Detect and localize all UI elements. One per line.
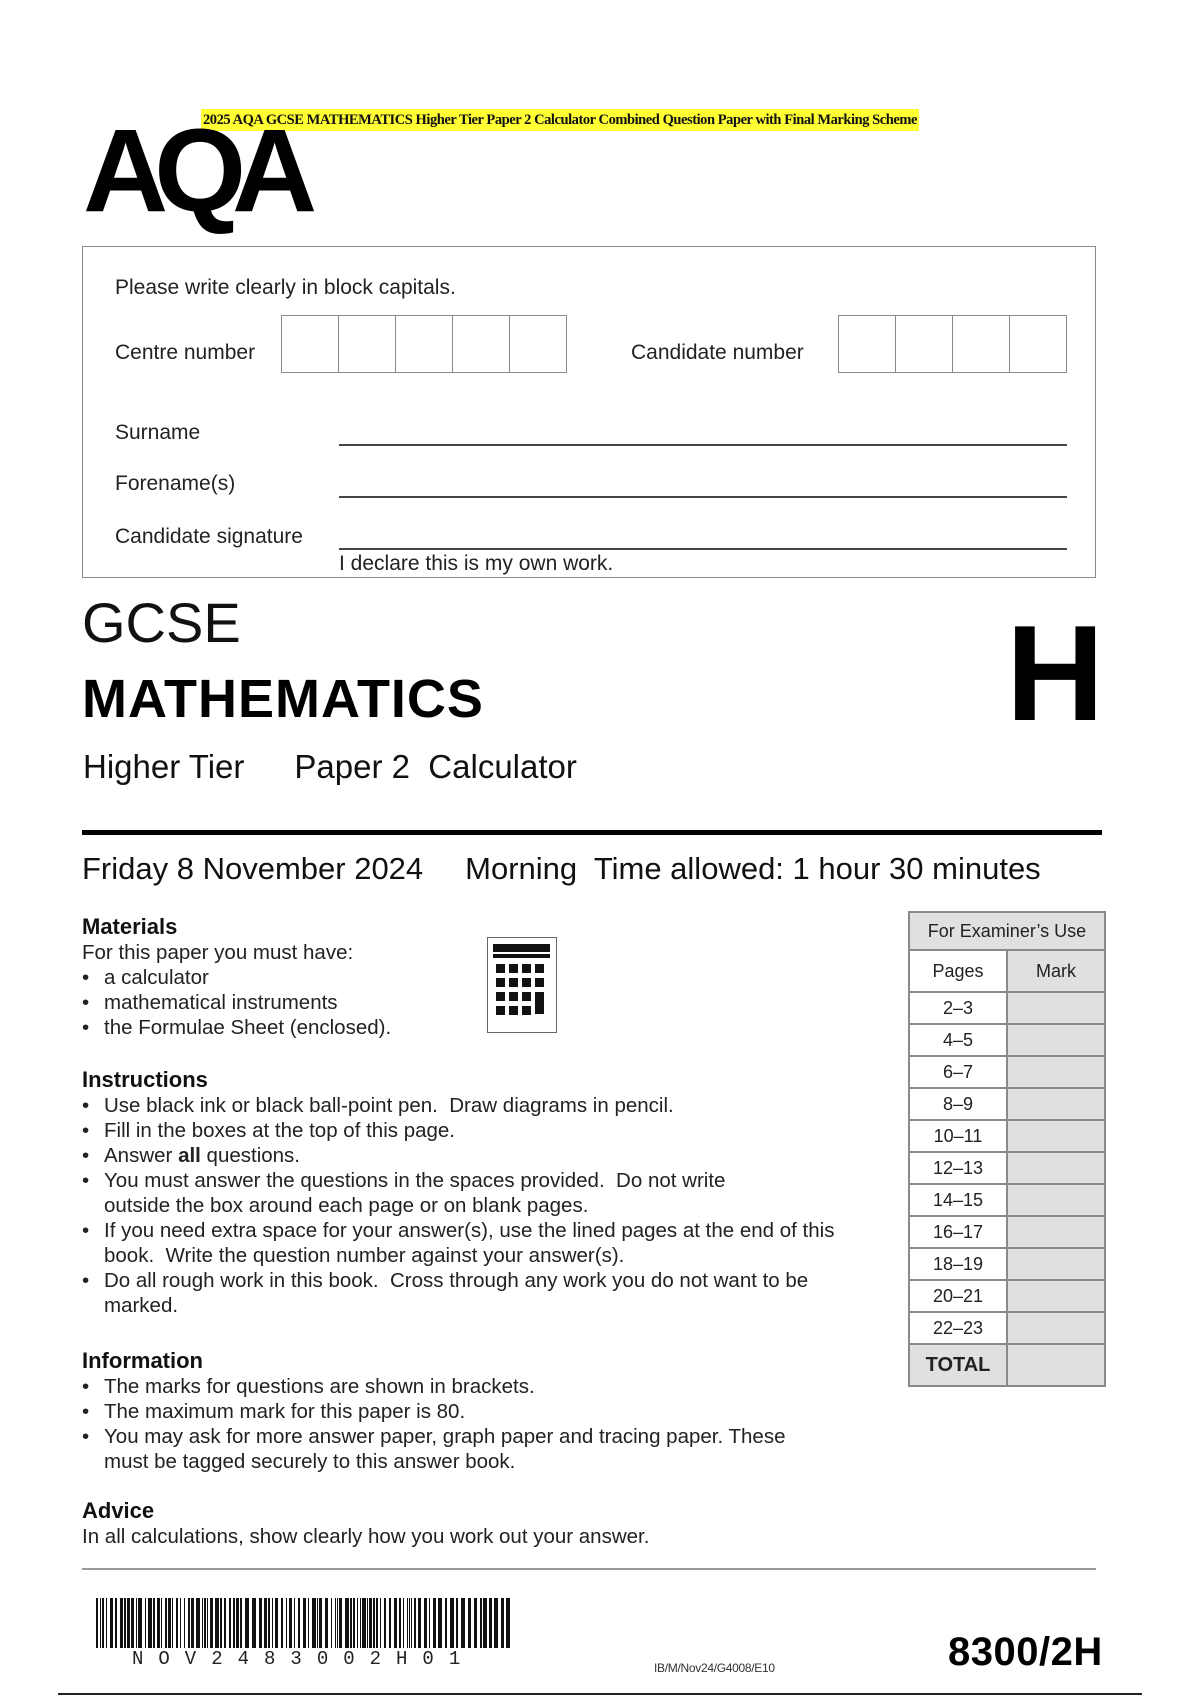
barcode-bar	[418, 1598, 421, 1648]
barcode-bar	[96, 1598, 98, 1648]
barcode-bar	[411, 1598, 412, 1648]
pages-cell: 16–17	[909, 1216, 1007, 1248]
candidate-digit-box[interactable]	[839, 316, 896, 372]
tier-paper-line	[83, 750, 577, 783]
barcode-bar	[131, 1598, 134, 1648]
materials-section	[82, 914, 502, 1040]
barcode-bar	[350, 1598, 352, 1648]
table-row	[909, 1024, 1105, 1056]
instructions-list	[82, 1093, 842, 1318]
pages-cell: 4–5	[909, 1024, 1007, 1056]
table-row	[909, 1216, 1105, 1248]
barcode-bar	[489, 1598, 492, 1648]
barcode-bar	[345, 1598, 349, 1648]
barcode-bar	[264, 1598, 267, 1648]
list-item: • Fill in the boxes at the top of this page.	[82, 1118, 842, 1143]
mark-cell[interactable]	[1007, 1248, 1105, 1280]
calculator-icon	[487, 937, 557, 1033]
list-item: • You may ask for more answer paper, graph paper and tracing paper. These must be tagged securely to this answer book.	[82, 1424, 804, 1474]
barcode-bar	[331, 1598, 332, 1648]
barcode-bar	[501, 1598, 504, 1648]
barcode-bar	[384, 1598, 386, 1648]
barcode-bar	[252, 1598, 256, 1648]
barcode-bar	[275, 1598, 278, 1648]
document-banner: 2025 AQA GCSE MATHEMATICS Higher Tier Paper 2 Calculator Combined Question Paper with Final Marking Scheme	[201, 109, 919, 131]
barcode-bar	[204, 1598, 206, 1648]
barcode-bar	[367, 1598, 368, 1648]
barcode-bar	[281, 1598, 283, 1648]
candidate-details-box	[82, 246, 1096, 578]
paper-name: Paper 2 Calculator	[294, 748, 577, 785]
mark-column-header: Mark	[1007, 950, 1105, 992]
barcode-bar	[445, 1598, 447, 1648]
centre-number-field[interactable]	[281, 315, 567, 373]
barcode-bar	[335, 1598, 336, 1648]
barcode-bar	[215, 1598, 219, 1648]
tier-letter: H	[1006, 597, 1105, 749]
candidate-digit-box[interactable]	[896, 316, 953, 372]
mark-cell[interactable]	[1007, 1216, 1105, 1248]
barcode-bar	[433, 1598, 436, 1648]
table-row	[909, 1280, 1105, 1312]
surname-line[interactable]	[339, 444, 1067, 446]
pages-cell: 18–19	[909, 1248, 1007, 1280]
barcode-bar	[165, 1598, 167, 1648]
total-label: TOTAL	[909, 1344, 1007, 1386]
barcode-bar	[494, 1598, 498, 1648]
declaration-text: I declare this is my own work.	[339, 552, 614, 575]
barcode-bar	[360, 1598, 361, 1648]
barcode-bar	[233, 1598, 235, 1648]
barcode-bar	[294, 1598, 295, 1648]
barcode-bar	[414, 1598, 416, 1648]
list-item: • mathematical instruments	[82, 990, 502, 1015]
barcode-bar	[207, 1598, 208, 1648]
barcode-bar	[298, 1598, 300, 1648]
list-item: • Do all rough work in this book. Cross through any work you do not want to be marked.	[82, 1268, 842, 1318]
pages-cell: 22–23	[909, 1312, 1007, 1344]
barcode-bar	[236, 1598, 239, 1648]
barcode-bar	[312, 1598, 316, 1648]
barcode-bar	[506, 1598, 510, 1648]
barcode-bar	[403, 1598, 404, 1648]
barcode-bar	[268, 1598, 270, 1648]
centre-number-label: Centre number	[115, 341, 256, 364]
table-row	[909, 1088, 1105, 1120]
barcode-bar	[394, 1598, 397, 1648]
barcode-number: NOV2483002H01	[132, 1648, 476, 1670]
forename-line[interactable]	[339, 496, 1067, 498]
information-list	[82, 1374, 822, 1474]
barcode-bar	[161, 1598, 162, 1648]
candidate-number-field[interactable]	[838, 315, 1067, 373]
mark-cell[interactable]	[1007, 1152, 1105, 1184]
answer-all-end: questions.	[200, 1144, 301, 1167]
barcode-bar	[468, 1598, 471, 1648]
barcode-bar	[409, 1598, 410, 1648]
barcode-bar	[202, 1598, 203, 1648]
pages-cell: 14–15	[909, 1184, 1007, 1216]
information-heading: Information	[82, 1348, 203, 1373]
barcode-bar	[172, 1598, 173, 1648]
paper-code: 8300/2H	[948, 1630, 1103, 1674]
title-rule	[82, 830, 1102, 835]
signature-line[interactable]	[339, 548, 1067, 550]
centre-digit-box[interactable]	[339, 316, 396, 372]
barcode-bar	[319, 1598, 322, 1648]
barcode-bar	[474, 1598, 477, 1648]
barcode-bar	[176, 1598, 178, 1648]
table-row	[909, 1248, 1105, 1280]
candidate-digit-box[interactable]	[1010, 316, 1066, 372]
examiner-use-table	[908, 911, 1106, 1387]
barcode-bar	[102, 1598, 104, 1648]
pages-cell: 6–7	[909, 1056, 1007, 1088]
barcode-bar	[157, 1598, 160, 1648]
candidate-digit-box[interactable]	[953, 316, 1010, 372]
pages-cell: 12–13	[909, 1152, 1007, 1184]
centre-digit-box[interactable]	[510, 316, 566, 372]
subject-title: MATHEMATICS	[82, 669, 484, 729]
exam-session-time: Morning Time allowed: 1 hour 30 minutes	[465, 851, 1041, 886]
barcode-bar	[115, 1598, 117, 1648]
pages-cell: 8–9	[909, 1088, 1007, 1120]
footer-rule	[82, 1568, 1096, 1570]
examiner-use-title: For Examiner’s Use	[909, 912, 1105, 950]
list-item: • The maximum mark for this paper is 80.	[82, 1399, 822, 1424]
barcode-bar	[399, 1598, 401, 1648]
barcode-bar	[362, 1598, 366, 1648]
barcode-bar	[339, 1598, 342, 1648]
barcode-bar	[210, 1598, 213, 1648]
pages-cell: 20–21	[909, 1280, 1007, 1312]
table-row	[909, 1120, 1105, 1152]
answer-all-emphasis: all	[178, 1144, 201, 1167]
barcode-bar	[461, 1598, 465, 1648]
instructions-section	[82, 1067, 842, 1318]
barcode-bar	[259, 1598, 262, 1648]
centre-digit-box[interactable]	[453, 316, 510, 372]
barcode-bar	[376, 1598, 378, 1648]
barcode-bar	[407, 1598, 408, 1648]
advice-text: In all calculations, show clearly how you work out your answer.	[82, 1525, 650, 1548]
barcode-bar	[438, 1598, 442, 1648]
barcode-bar	[373, 1598, 375, 1648]
barcode-bar	[369, 1598, 372, 1648]
barcode-bar	[224, 1598, 226, 1648]
barcode-bar	[389, 1598, 391, 1648]
mark-cell[interactable]	[1007, 1056, 1105, 1088]
barcode-bar	[289, 1598, 292, 1648]
mark-cell[interactable]	[1007, 1088, 1105, 1120]
list-item: • Use black ink or black ball-point pen. Draw diagrams in pencil.	[82, 1093, 842, 1118]
list-item: • the Formulae Sheet (enclosed).	[82, 1015, 502, 1040]
barcode-bar	[240, 1598, 242, 1648]
barcode-bar	[184, 1598, 185, 1648]
barcode-bar	[303, 1598, 306, 1648]
barcode-bar	[308, 1598, 309, 1648]
table-row	[909, 1184, 1105, 1216]
list-item: • If you need extra space for your answer(s), use the lined pages at the end of this book. Write the question number against your answer(s).	[82, 1218, 842, 1268]
exam-date: Friday 8 November 2024	[82, 851, 424, 886]
pages-column-header: Pages	[909, 950, 1007, 992]
barcode-bar	[220, 1598, 222, 1648]
pages-cell: 10–11	[909, 1120, 1007, 1152]
mark-cell[interactable]	[1007, 1184, 1105, 1216]
mark-cell[interactable]	[1007, 1120, 1105, 1152]
barcode-bar	[353, 1598, 355, 1648]
materials-heading: Materials	[82, 914, 178, 939]
mark-cell[interactable]	[1007, 1312, 1105, 1344]
forename-label: Forename(s)	[115, 472, 236, 495]
information-section	[82, 1348, 822, 1474]
list-item	[82, 1143, 842, 1168]
barcode-bar	[120, 1598, 123, 1648]
barcode-bar	[480, 1598, 482, 1648]
barcode-bar	[191, 1598, 194, 1648]
candidate-number-label: Candidate number	[631, 341, 804, 364]
barcode-bar	[429, 1598, 430, 1648]
pages-cell: 2–3	[909, 992, 1007, 1024]
centre-digit-box[interactable]	[396, 316, 453, 372]
barcode-bar	[124, 1598, 126, 1648]
answer-all-text: Answer	[104, 1144, 179, 1167]
barcode-bar	[145, 1598, 146, 1648]
barcode-bar	[188, 1598, 190, 1648]
barcode-bar	[106, 1598, 107, 1648]
barcode-bar	[100, 1598, 101, 1648]
mark-cell[interactable]	[1007, 1024, 1105, 1056]
list-item: • The marks for questions are shown in brackets.	[82, 1374, 822, 1399]
barcode-bar	[450, 1598, 454, 1648]
barcode-bar	[380, 1598, 381, 1648]
barcode-bar	[286, 1598, 287, 1648]
mark-cell[interactable]	[1007, 1280, 1105, 1312]
materials-list	[82, 965, 502, 1040]
date-time-line	[82, 852, 1041, 886]
aqa-logo: AQA	[83, 105, 304, 237]
barcode-bar	[325, 1598, 328, 1648]
table-row	[909, 992, 1105, 1024]
tier-name: Higher Tier	[83, 748, 245, 785]
instructions-heading: Instructions	[82, 1067, 208, 1092]
calculator-icon-graphic	[488, 938, 555, 1031]
barcode-bar	[357, 1598, 358, 1648]
list-item: • a calculator	[82, 965, 502, 990]
advice-section	[82, 1498, 842, 1549]
block-capitals-instruction: Please write clearly in block capitals.	[115, 276, 456, 299]
signature-label: Candidate signature	[115, 525, 303, 548]
table-row	[909, 1152, 1105, 1184]
barcode	[96, 1598, 514, 1652]
barcode-bar	[272, 1598, 273, 1648]
barcode-bar	[317, 1598, 318, 1648]
list-item: • You must answer the questions in the spaces provided. Do not write outside the box around each page or on blank pages.	[82, 1168, 794, 1218]
barcode-bar	[196, 1598, 200, 1648]
materials-intro: For this paper you must have:	[82, 941, 354, 964]
paper-reference: IB/M/Nov24/G4008/E10	[654, 1661, 775, 1675]
barcode-bar	[148, 1598, 152, 1648]
barcode-bar	[136, 1598, 137, 1648]
qualification-title: GCSE	[82, 591, 241, 654]
total-mark-cell[interactable]	[1007, 1344, 1105, 1386]
barcode-bar	[229, 1598, 231, 1648]
barcode-bar	[245, 1598, 249, 1648]
barcode-bar	[153, 1598, 155, 1648]
barcode-bar	[168, 1598, 171, 1648]
barcode-bar	[424, 1598, 427, 1648]
advice-heading: Advice	[82, 1498, 155, 1523]
barcode-bar	[110, 1598, 113, 1648]
barcode-bar	[456, 1598, 458, 1648]
barcode-bar	[127, 1598, 130, 1648]
barcode-bar	[180, 1598, 181, 1648]
barcode-bar	[483, 1598, 487, 1648]
barcode-bar	[138, 1598, 142, 1648]
centre-digit-box[interactable]	[282, 316, 339, 372]
table-row	[909, 1056, 1105, 1088]
table-row	[909, 1312, 1105, 1344]
surname-label: Surname	[115, 421, 201, 444]
barcode-bar	[337, 1598, 338, 1648]
page-bottom-rule	[58, 1693, 1142, 1695]
mark-cell[interactable]	[1007, 992, 1105, 1024]
